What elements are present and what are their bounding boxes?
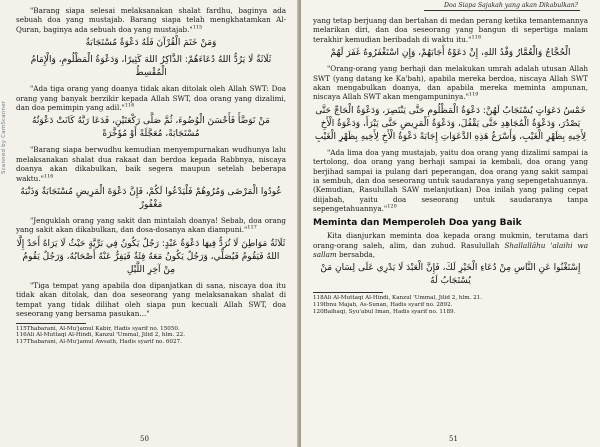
arabic-hadith: مَنْ تَوَضَّأَ فَأَحْسَنَ الْوُضُوءَ، ثُمَّ صَلَّى رَكْعَتَيْنِ، فَدَعَا رَبَّهُ كَانَتْ دَعْوَتُهُ مُسْتَجَابَةً، مُعَجَّلَةً أَوْ مُؤَخَّرَةً — [32, 116, 270, 140]
paragraph: "Barang siapa berwudhu kemudian menyempurnakan wudhunya lalu melaksanakan shalat dua rakaat dan berdoa kepada Rabbnya, niscaya doanya akan dikabulkan, baik segera maupun setelah beberapa waktu."$^{116}$ — [16, 145, 286, 183]
paragraph: yang tetap berjuang dan bertahan di medan perang ketika temantemannya melarikan diri, dan doa seseorang yang bangun di sepertiga malam terakhir kemudian beribadah di waktu itu."$^{118}$ — [313, 16, 588, 44]
paragraph: "Jenguklah orang yang sakit dan mintalah doanya! Sebab, doa orang yang sakit akan dikabulkan, dan dosa-dosanya akan diampuni."$^{117}$ — [16, 216, 286, 235]
arabic-hadith: وَمَنْ خَتَمَ الْقُرْآنَ فَلَهُ دَعْوَةٌ مُسْتَجَابَةٌ — [85, 38, 217, 49]
arabic-hadith: عُودُوا الْمَرْضَى وَمُرُوهُمْ فَلْيَدْعُوا لَكُمْ، فَإِنَّ دَعْوَةَ الْمَرِيضِ مُسْتَجَابَةٌ وَذَنْبَهُ مَغْفُورٌ — [20, 187, 282, 211]
running-head: Doa Siapa Sajakah yang akan Dikabulkan? — [424, 2, 580, 11]
page-number: 50 — [140, 435, 149, 443]
left-page-content — [16, 6, 286, 346]
paragraph: Kita dianjurkan meminta doa kepada orang mukmin, terutama dari orang-orang saleh, alim, dan zuhud. Rasulullah Shallallâhu 'alaihi wa sallam bersabda, — [313, 231, 588, 259]
footnote: 115Thabarani, Al-Mu'jamul Kabir, Hadis syarif no. 15050. — [16, 325, 180, 332]
scan-watermark: Scanned by CamScanner — [1, 100, 7, 174]
footnote: 117Thabarani, Al-Mu'jamul Awsath, Hadis syarif no. 6027. — [16, 339, 182, 346]
paragraph: "Tiga tempat yang apabila doa dipanjatkan di sana, niscaya doa itu tidak akan ditolak, dan doa seseorang yang melaksanakan shalat di tempat yang tidak dilihat oleh siapa pun kecuali Allah SWT, doa seseorang yang bersama pasukan..." — [16, 280, 286, 319]
left-page — [0, 0, 299, 447]
section-title: Meminta dan Memperoleh Doa yang Baik — [313, 217, 522, 228]
right-page — [301, 0, 600, 447]
arabic-hadith: إِسْتَغْنُوا عَنِ النَّاسِ مِنْ دُعَاءِ الْخَيْرِ لَكَ، فَإِنَّ الْعَبْدَ لَا يَدْرِي عَلَى لِسَانِ مَنْ يُسْتَجَابُ لَهُ — [320, 263, 581, 287]
footnote-divider — [313, 292, 383, 293]
footnote-divider — [16, 323, 86, 324]
arabic-hadith: ثَلَاثَةُ مَوَاطِنَ لَا تُرَدُّ فِيهَا دَعْوَةُ عَبْدٍ: رَجُلٌ يَكُونُ فِي بَرِّيَّةٍ حَيْثُ لَا يَرَاهُ أَحَدٌ إِلَّا اللهُ فَيَقُومُ فَيُصَلِّي، وَرَجُلٌ يَكُونُ مَعَهُ فِئَةٌ فَيَفِرُّ عَنْهُ أَصْحَابُهُ، وَرَجُلٌ يَقُومُ مِنْ آخِرِ اللَّيْلِ — [16, 238, 286, 275]
paragraph: "Ada lima doa yang mustajab, yaitu doa orang yang dizalimi sampai ia tertolong, doa orang yang berhaji sampai ia kembali, doa orang yang berjihad sampai ia pulang dari peperangan, doa orang yang sakit sampai ia sembuh, dan doa seseorang untuk saudaranya yang sepengetahuannya. (Kemudian, Rasulullah SAW melanjutkan) Doa inilah yang paling cepat diijabah, yaitu doa seseorang untuk saudaranya tanpa sepengetahuannya."$^{120}$ — [313, 147, 588, 214]
footnote: 118Ali Al-Muttaqi Al-Hindi, Kanzul 'Ummal, Jilid 2, hlm. 21. — [313, 295, 483, 302]
right-page-content — [313, 16, 588, 316]
paragraph: "Ada tiga orang yang doanya tidak akan ditolak oleh Allah SWT: Doa orang yang banyak berzikir kepada Allah SWT, doa orang yang dizalimi, dan doa pemimpin yang adil."$^{116}$ — [16, 84, 286, 113]
arabic-hadith: ثَلَاثَةٌ لَا يَرُدُّ اللهُ دُعَاءَهُمْ: الذَّاكِرُ اللهَ كَثِيرًا، وَدَعْوَةُ الْمَظْلُومِ، وَالْإِمَامُ الْمُقْسِطُ — [30, 55, 272, 79]
paragraph: "Orang-orang yang berhaji dan melakukan umrah adalah utusan Allah SWT (yang datang ke Ka'bah), apabila mereka berdoa, niscaya Allah SWT akan mengabulkan doanya, dan apabila mereka meminta ampunan, niscaya Allah SWT akan mengampuninya."$^{119}$ — [313, 64, 588, 102]
arabic-hadith: الْحُجَّاجُ وَالْعُمَّارُ وَفْدُ اللهِ، إِنْ دَعَوْهُ أَجَابَهُمْ، وَإِنِ اسْتَغْفَرُوهُ غَفَرَ لَهُمْ — [330, 48, 571, 59]
footnote: 120Baihaqi, Syu'abul Iman, Hadis syarif no. 1189. — [313, 308, 456, 315]
footnote: 119Ibnu Majah, As-Sunan, Hadis syarif no. 2892. — [313, 302, 453, 309]
footnote: 116Ali Al-Muttaqi Al-Hindi, Kanzul 'Ummal, Jilid 2, hlm. 22. — [16, 332, 186, 339]
page-number: 51 — [449, 435, 458, 443]
arabic-hadith: خَمْسُ دَعَوَاتٍ يُسْتَجَابُ لَهُنَّ: دَعْوَةُ الْمَظْلُومِ حَتَّى يَنْتَصِرَ، وَدَعْوَةُ الْحَاجِّ حَتَّى يَصْدُرَ، وَدَعْوَةُ الْمُجَاهِدِ حَتَّى يَقْفُلَ، وَدَعْوَةُ الْمَرِيضِ حَتَّى يَبْرَأَ، وَدَعْوَةُ الْأَخِ لِأَخِيهِ بِظَهْرِ الْغَيْبِ، وَأَسْرَعُ هَذِهِ الدَّعَوَاتِ إِجَابَةً دَعْوَةُ الْأَخِ لِأَخِيهِ بِظَهْرِ الْغَيْبِ — [314, 105, 587, 142]
paragraph: "Barang siapa selesai melaksanakan shalat fardhu, baginya ada sebuah doa yang mustajab. Barang siapa telah mengkhatamkan Al-Quran, baginya ada sebuah doa yang mustajab."$^{115}$ — [16, 6, 286, 34]
